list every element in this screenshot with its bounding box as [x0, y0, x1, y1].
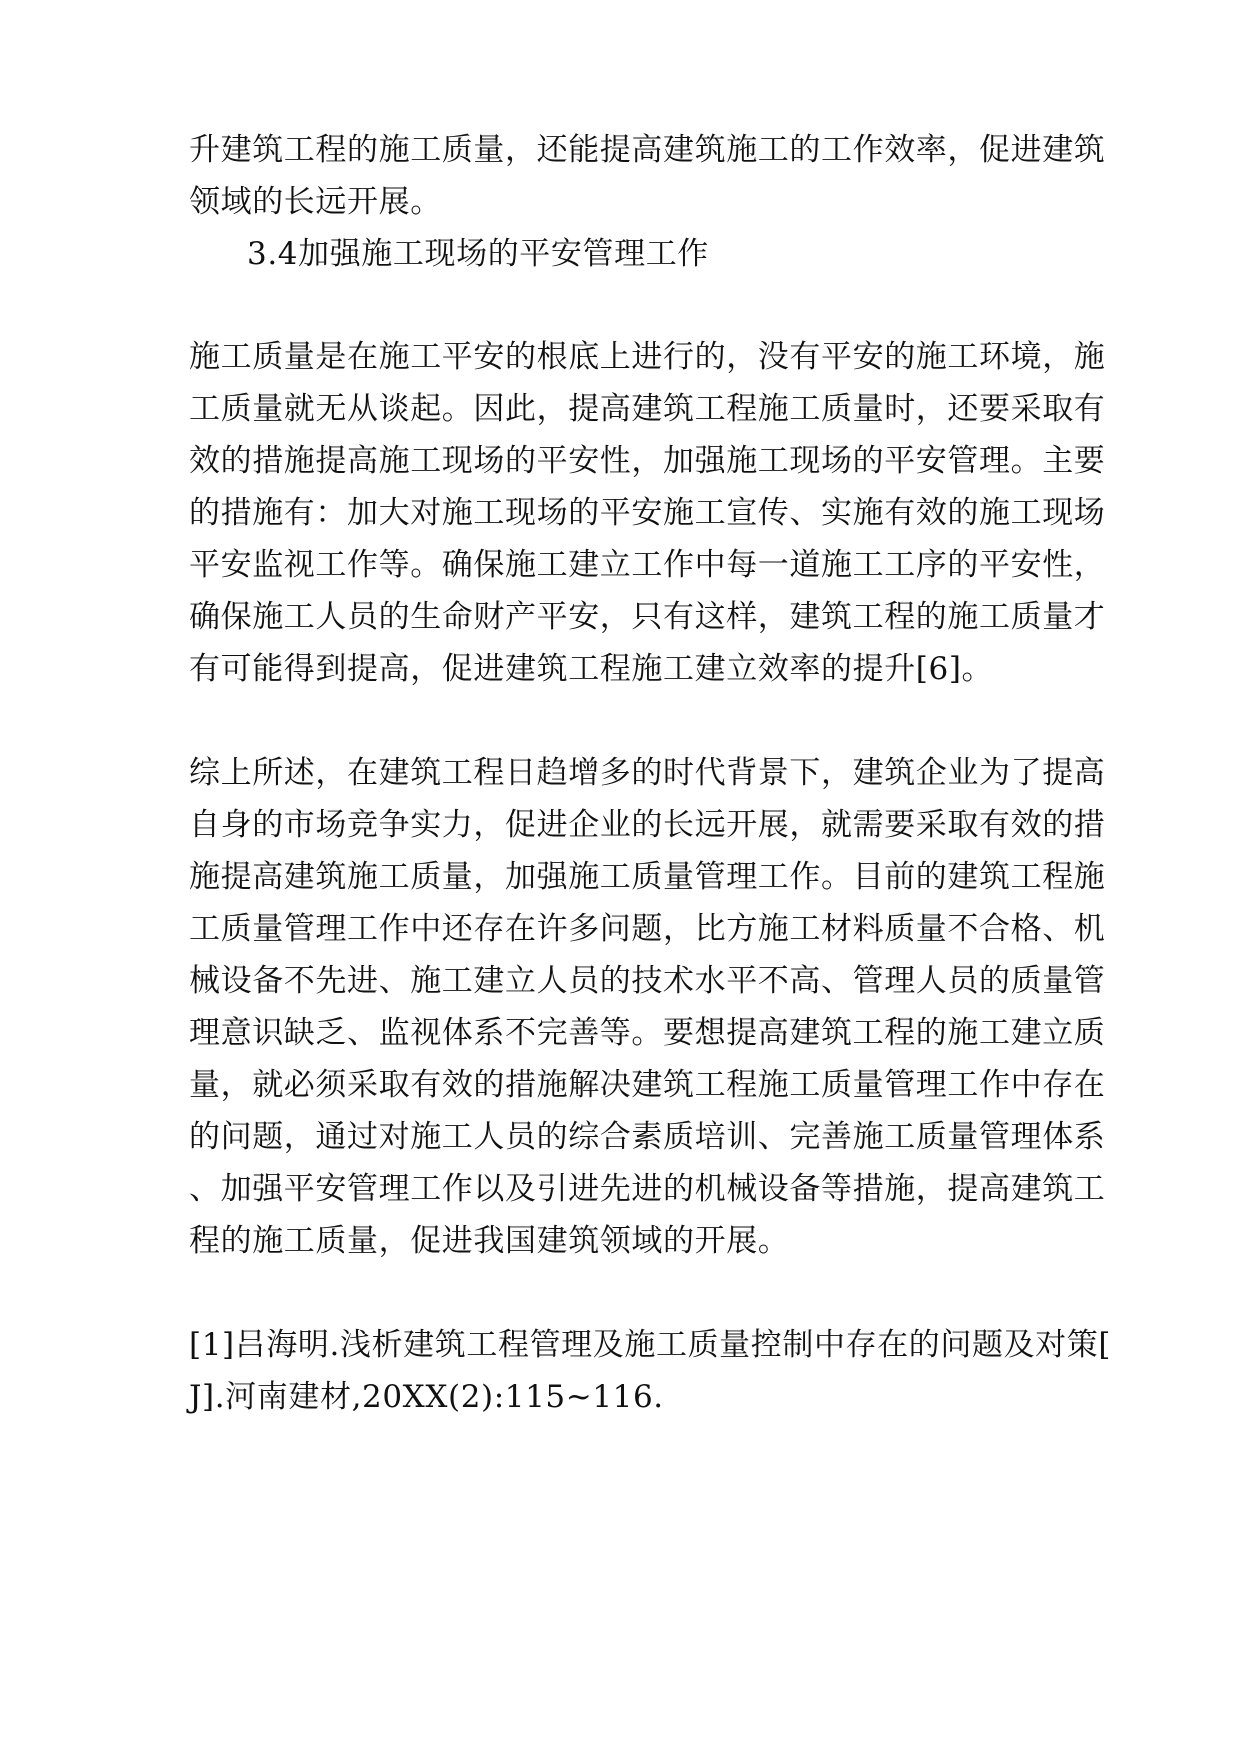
- reference-line: [1]吕海明.浅析建筑工程管理及施工质量控制中存在的问题及对策[: [189, 1327, 1112, 1363]
- conclusion-paragraph-line: 、加强平安管理工作以及引进先进的机械设备等措施，提高建筑工: [189, 1171, 1106, 1207]
- safety-paragraph-line: 施工质量是在施工平安的根底上进行的，没有平安的施工环境，施: [189, 339, 1106, 375]
- conclusion-paragraph-line: 量，就必须采取有效的措施解决建筑工程施工质量管理工作中存在: [189, 1067, 1106, 1103]
- safety-paragraph-line: 有可能得到提高，促进建筑工程施工建立效率的提升[6]。: [189, 651, 994, 687]
- conclusion-paragraph-line: 程的施工质量，促进我国建筑领域的开展。: [189, 1223, 790, 1259]
- safety-paragraph-line: 效的措施提高施工现场的平安性，加强施工现场的平安管理。主要: [189, 443, 1106, 479]
- conclusion-paragraph-line: 的问题，通过对施工人员的综合素质培训、完善施工质量管理体系: [189, 1119, 1106, 1155]
- conclusion-paragraph-line: 工质量管理工作中还存在许多问题，比方施工材料质量不合格、机: [189, 911, 1106, 947]
- reference-line: J].河南建材,20XX(2):115~116.: [189, 1379, 664, 1415]
- conclusion-paragraph-line: 施提高建筑施工质量，加强施工质量管理工作。目前的建筑工程施: [189, 859, 1106, 895]
- intro-line: 领域的长远开展。: [189, 184, 442, 220]
- section-heading: 3.4加强施工现场的平安管理工作: [247, 236, 709, 272]
- safety-paragraph-line: 平安监视工作等。确保施工建立工作中每一道施工工序的平安性，: [189, 547, 1106, 583]
- conclusion-paragraph-line: 械设备不先进、施工建立人员的技术水平不高、管理人员的质量管: [189, 963, 1106, 999]
- conclusion-paragraph-line: 综上所述，在建筑工程日趋增多的时代背景下，建筑企业为了提高: [189, 755, 1106, 791]
- conclusion-paragraph-line: 自身的市场竞争实力，促进企业的长远开展，就需要采取有效的措: [189, 807, 1106, 843]
- safety-paragraph-line: 确保施工人员的生命财产平安，只有这样，建筑工程的施工质量才: [189, 599, 1106, 635]
- safety-paragraph-line: 的措施有：加大对施工现场的平安施工宣传、实施有效的施工现场: [189, 495, 1106, 531]
- safety-paragraph-line: 工质量就无从谈起。因此，提高建筑工程施工质量时，还要采取有: [189, 391, 1106, 427]
- intro-line: 升建筑工程的施工质量，还能提高建筑施工的工作效率，促进建筑: [189, 132, 1106, 168]
- conclusion-paragraph-line: 理意识缺乏、监视体系不完善等。要想提高建筑工程的施工建立质: [189, 1015, 1106, 1051]
